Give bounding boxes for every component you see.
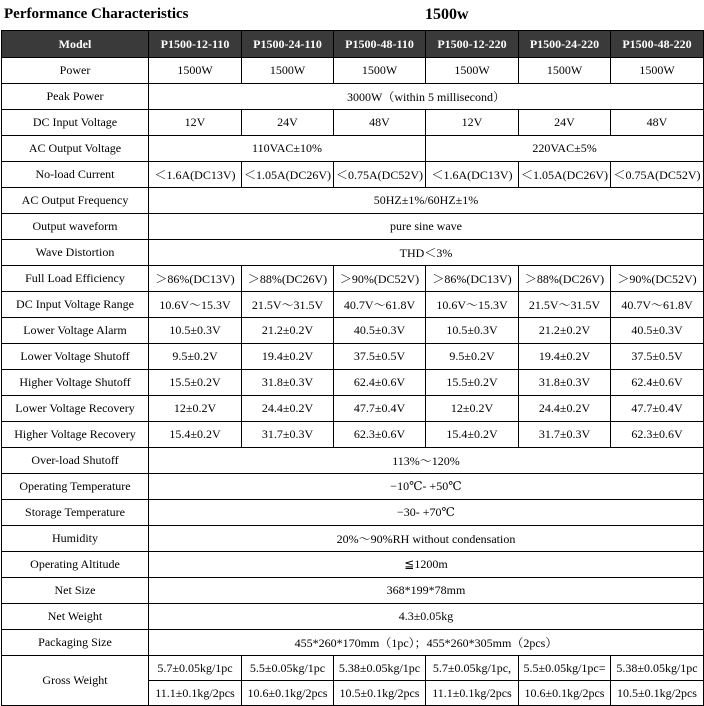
table-cell: 24V	[242, 110, 334, 136]
table-cell: THD＜3%	[149, 240, 704, 266]
table-cell: 10.5±0.3V	[149, 318, 242, 344]
table-cell: 1500W	[426, 58, 519, 84]
row-label: Gross Weight	[2, 656, 149, 706]
row-label: Output waveform	[2, 214, 149, 240]
table-row-no-load-current	[2, 162, 704, 188]
table-cell: 5.5±0.05kg/1pc	[242, 656, 334, 681]
table-row-ac-output-frequency	[2, 188, 704, 214]
table-cell: 20%～90%RH without condensation	[149, 526, 704, 552]
table-cell: 21.2±0.2V	[242, 318, 334, 344]
table-cell: 113%～120%	[149, 448, 704, 474]
header-model: P1500-24-110	[242, 31, 334, 58]
table-cell: ＜1.6A(DC13V)	[149, 162, 242, 188]
table-cell: ＜0.75A(DC52V)	[611, 162, 704, 188]
table-cell: 24V	[519, 110, 611, 136]
table-cell: 3000W（within 5 millisecond）	[149, 84, 704, 110]
table-cell: 15.5±0.2V	[426, 370, 519, 396]
table-cell: 48V	[334, 110, 426, 136]
table-cell: 40.5±0.3V	[611, 318, 704, 344]
table-cell: 1500W	[611, 58, 704, 84]
table-cell: 10.6V～15.3V	[426, 292, 519, 318]
header-model: P1500-24-220	[519, 31, 611, 58]
table-cell: ＞88%(DC26V)	[519, 266, 611, 292]
row-label: Storage Temperature	[2, 500, 149, 526]
table-cell: 21.5V～31.5V	[242, 292, 334, 318]
table-row-lower-voltage-shutoff	[2, 344, 704, 370]
table-cell: 12V	[149, 110, 242, 136]
table-cell: ＞90%(DC52V)	[334, 266, 426, 292]
row-label: Wave Distortion	[2, 240, 149, 266]
table-cell: ＜1.05A(DC26V)	[519, 162, 611, 188]
table-cell: 40.7V～61.8V	[611, 292, 704, 318]
table-cell: 10.5±0.1kg/2pcs	[334, 681, 426, 706]
table-cell: 40.7V～61.8V	[334, 292, 426, 318]
table-cell: 11.1±0.1kg/2pcs	[426, 681, 519, 706]
table-row-ac-output-voltage	[2, 136, 704, 162]
table-row-peak-power	[2, 84, 704, 110]
table-cell: 37.5±0.5V	[334, 344, 426, 370]
table-cell: 1500W	[149, 58, 242, 84]
table-cell: 62.3±0.6V	[611, 422, 704, 448]
table-row-lower-voltage-alarm	[2, 318, 704, 344]
table-cell: 47.7±0.4V	[611, 396, 704, 422]
table-cell: 10.6±0.1kg/2pcs	[519, 681, 611, 706]
table-cell: 48V	[611, 110, 704, 136]
row-label: DC Input Voltage Range	[2, 292, 149, 318]
row-label: AC Output Voltage	[2, 136, 149, 162]
row-label: Higher Voltage Recovery	[2, 422, 149, 448]
table-cell: 19.4±0.2V	[519, 344, 611, 370]
row-label: DC Input Voltage	[2, 110, 149, 136]
table-cell: 15.5±0.2V	[149, 370, 242, 396]
table-cell: 5.7±0.05kg/1pc,	[426, 656, 519, 681]
row-label: Humidity	[2, 526, 149, 552]
table-cell: 31.8±0.3V	[519, 370, 611, 396]
table-row-output-waveform	[2, 214, 704, 240]
row-label: Operating Altitude	[2, 552, 149, 578]
header-model: P1500-12-110	[149, 31, 242, 58]
table-cell: ＜1.05A(DC26V)	[242, 162, 334, 188]
header-model: P1500-48-220	[611, 31, 704, 58]
table-cell: 4.3±0.05kg	[149, 604, 704, 630]
table-cell: 62.4±0.6V	[611, 370, 704, 396]
section-title: Performance Characteristics	[4, 6, 189, 22]
row-label: Over-load Shutoff	[2, 448, 149, 474]
table-cell: ＜1.6A(DC13V)	[426, 162, 519, 188]
header-model: P1500-12-220	[426, 31, 519, 58]
table-cell: 220VAC±5%	[426, 136, 704, 162]
table-cell: 110VAC±10%	[149, 136, 426, 162]
table-cell: 5.7±0.05kg/1pc	[149, 656, 242, 681]
table-cell: 24.4±0.2V	[242, 396, 334, 422]
table-cell: 31.7±0.3V	[519, 422, 611, 448]
row-label: Power	[2, 58, 149, 84]
table-cell: 5.38±0.05kg/1pc	[611, 656, 704, 681]
table-row-power	[2, 58, 704, 84]
table-cell: ＞90%(DC52V)	[611, 266, 704, 292]
table-row-dc-input-voltage-range	[2, 292, 704, 318]
table-row-net-size	[2, 578, 704, 604]
row-label: Lower Voltage Recovery	[2, 396, 149, 422]
table-cell: 37.5±0.5V	[611, 344, 704, 370]
table-row-humidity	[2, 526, 704, 552]
header-model: P1500-48-110	[334, 31, 426, 58]
table-cell: 21.5V～31.5V	[519, 292, 611, 318]
performance-spec-table	[1, 30, 704, 706]
row-label: Lower Voltage Alarm	[2, 318, 149, 344]
table-row-higher-voltage-recovery	[2, 422, 704, 448]
table-cell: ＞88%(DC26V)	[242, 266, 334, 292]
title-row	[0, 0, 704, 30]
table-cell: 1500W	[242, 58, 334, 84]
table-cell: 9.5±0.2V	[426, 344, 519, 370]
table-cell: 50HZ±1%/60HZ±1%	[149, 188, 704, 214]
table-cell: 24.4±0.2V	[519, 396, 611, 422]
table-header-row	[2, 31, 704, 58]
table-cell: −30- +70℃	[149, 500, 704, 526]
table-row-net-weight	[2, 604, 704, 630]
row-label: Packaging Size	[2, 630, 149, 656]
row-label: No-load Current	[2, 162, 149, 188]
table-row-full-load-efficiency	[2, 266, 704, 292]
table-cell: ＞86%(DC13V)	[426, 266, 519, 292]
table-cell: 1500W	[334, 58, 426, 84]
row-label: Net Size	[2, 578, 149, 604]
row-label: Net Weight	[2, 604, 149, 630]
table-cell: 31.8±0.3V	[242, 370, 334, 396]
table-cell: −10℃- +50℃	[149, 474, 704, 500]
table-cell: ＜0.75A(DC52V)	[334, 162, 426, 188]
table-row-over-load-shutoff	[2, 448, 704, 474]
table-cell: 47.7±0.4V	[334, 396, 426, 422]
table-cell: 12V	[426, 110, 519, 136]
table-cell: 5.5±0.05kg/1pc=	[519, 656, 611, 681]
table-cell: 368*199*78mm	[149, 578, 704, 604]
table-row-higher-voltage-shutoff	[2, 370, 704, 396]
table-row-lower-voltage-recovery	[2, 396, 704, 422]
row-label: AC Output Frequency	[2, 188, 149, 214]
table-cell: 10.6V～15.3V	[149, 292, 242, 318]
table-cell: 19.4±0.2V	[242, 344, 334, 370]
table-row-wave-distortion	[2, 240, 704, 266]
table-cell: 9.5±0.2V	[149, 344, 242, 370]
table-cell: ≦1200m	[149, 552, 704, 578]
table-cell: 10.6±0.1kg/2pcs	[242, 681, 334, 706]
table-cell: 15.4±0.2V	[149, 422, 242, 448]
table-row-operating-temperature	[2, 474, 704, 500]
power-rating-title: 1500w	[425, 6, 469, 23]
table-row-storage-temperature	[2, 500, 704, 526]
table-cell: 10.5±0.3V	[426, 318, 519, 344]
row-label: Full Load Efficiency	[2, 266, 149, 292]
table-cell: 10.5±0.1kg/2pcs	[611, 681, 704, 706]
table-cell: ＞86%(DC13V)	[149, 266, 242, 292]
table-row-dc-input-voltage	[2, 110, 704, 136]
row-label: Operating Temperature	[2, 474, 149, 500]
table-cell: 15.4±0.2V	[426, 422, 519, 448]
table-row-gross-weight-1pc	[2, 656, 704, 681]
table-cell: 62.3±0.6V	[334, 422, 426, 448]
table-row-packaging-size	[2, 630, 704, 656]
table-cell: 62.4±0.6V	[334, 370, 426, 396]
row-label: Lower Voltage Shutoff	[2, 344, 149, 370]
table-cell: 455*260*170mm（1pc）；455*260*305mm（2pcs）	[149, 630, 704, 656]
table-cell: 12±0.2V	[426, 396, 519, 422]
table-cell: 40.5±0.3V	[334, 318, 426, 344]
table-cell: 21.2±0.2V	[519, 318, 611, 344]
table-cell: pure sine wave	[149, 214, 704, 240]
header-model-label: Model	[2, 31, 149, 58]
row-label: Higher Voltage Shutoff	[2, 370, 149, 396]
table-row-operating-altitude	[2, 552, 704, 578]
table-cell: 1500W	[519, 58, 611, 84]
table-cell: 31.7±0.3V	[242, 422, 334, 448]
row-label: Peak Power	[2, 84, 149, 110]
table-cell: 5.38±0.05kg/1pc	[334, 656, 426, 681]
table-cell: 11.1±0.1kg/2pcs	[149, 681, 242, 706]
table-cell: 12±0.2V	[149, 396, 242, 422]
